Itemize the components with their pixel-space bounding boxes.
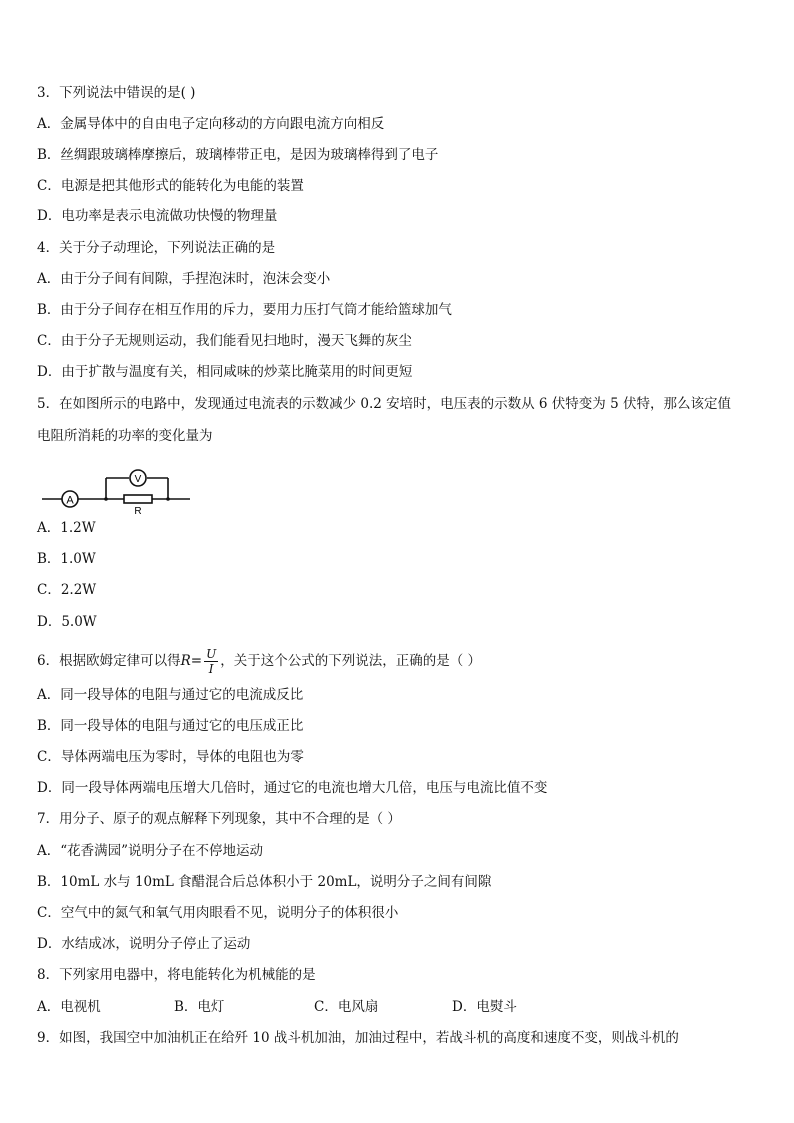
q4-option-c: C．由于分子无规则运动，我们能看见扫地时，漫天飞舞的灰尘 <box>37 333 412 349</box>
q8-option-b: B．电灯 <box>174 999 225 1015</box>
q7-option-a: A．“花香满园”说明分子在不停地运动 <box>37 843 264 859</box>
formula-equals: = <box>190 653 203 669</box>
ammeter-label: A <box>66 494 74 507</box>
q7-stem: 7．用分子、原子的观点解释下列现象，其中不合理的是（ ） <box>37 811 401 827</box>
q8-option-d: D．电熨斗 <box>452 999 517 1015</box>
q4-option-d: D．由于扩散与温度有关，相同咸味的炒菜比腌菜用的时间更短 <box>37 364 413 380</box>
q3-option-a: A．金属导体中的自由电子定向移动的方向跟电流方向相反 <box>37 116 385 132</box>
circuit-diagram <box>40 468 200 514</box>
q7-option-d: D．水结成冰，说明分子停止了运动 <box>37 936 251 952</box>
q3-option-b: B．丝绸跟玻璃棒摩擦后，玻璃棒带正电，是因为玻璃棒得到了电子 <box>37 147 439 163</box>
q3-stem: 3．下列说法中错误的是( ) <box>37 85 196 101</box>
q5-stem-line2: 电阻所消耗的功率的变化量为 <box>37 428 213 444</box>
q6-stem-prefix: 6．根据欧姆定律可以得 <box>37 653 181 669</box>
q7-option-c: C．空气中的氮气和氧气用肉眼看不见，说明分子的体积很小 <box>37 905 399 921</box>
q9-stem: 9．如图，我国空中加油机正在给歼 10 战斗机加油，加油过程中，若战斗机的高度和速度不变，则战斗机的 <box>37 1030 679 1046</box>
formula-lhs: R <box>180 653 191 669</box>
q8-stem: 8．下列家用电器中，将电能转化为机械能的是 <box>37 967 316 983</box>
q8-option-c: C．电风扇 <box>314 999 379 1015</box>
q5-option-a: A．1.2W <box>37 520 96 536</box>
formula-fraction <box>204 647 218 676</box>
q6-option-b: B．同一段导体的电阻与通过它的电压成正比 <box>37 718 304 734</box>
resistor-symbol <box>124 495 152 503</box>
q4-option-a: A．由于分子间有间隙，手捏泡沫时，泡沫会变小 <box>37 271 331 287</box>
junction-dot <box>166 497 170 501</box>
q7-option-b: B．10mL 水与 10mL 食醋混合后总体积小于 20mL，说明分子之间有间隙 <box>37 874 492 890</box>
q5-option-d: D．5.0W <box>37 614 97 630</box>
voltmeter-label: V <box>134 474 142 485</box>
formula-denominator: I <box>208 662 214 676</box>
q6-option-d: D．同一段导体两端电压增大几倍时，通过它的电流也增大几倍，电压与电流比值不变 <box>37 780 548 796</box>
q5-stem-line1: 5．在如图所示的电路中，发现通过电流表的示数减少 0.2 安培时，电压表的示数从 6 伏特变为 5 伏特，那么该定值 <box>37 396 731 412</box>
q6-option-a: A．同一段导体的电阻与通过它的电流成反比 <box>37 687 304 703</box>
resistor-label: R <box>134 506 142 514</box>
q6-stem <box>37 647 481 676</box>
q3-option-d: D．电功率是表示电流做功快慢的物理量 <box>37 208 278 224</box>
q3-option-c: C．电源是把其他形式的能转化为电能的装置 <box>37 178 304 194</box>
q5-option-c: C．2.2W <box>37 582 97 598</box>
q4-stem: 4．关于分子动理论，下列说法正确的是 <box>37 240 276 256</box>
q5-option-b: B．1.0W <box>37 551 96 567</box>
q4-option-b: B．由于分子间存在相互作用的斥力，要用力压打气筒才能给篮球加气 <box>37 302 452 318</box>
q6-option-c: C．导体两端电压为零时，导体的电阻也为零 <box>37 749 304 765</box>
junction-dot <box>104 497 108 501</box>
q6-stem-suffix: ，关于这个公式的下列说法，正确的是（ ） <box>220 653 481 669</box>
q8-option-a: A．电视机 <box>37 999 101 1015</box>
formula-numerator: U <box>206 647 217 661</box>
